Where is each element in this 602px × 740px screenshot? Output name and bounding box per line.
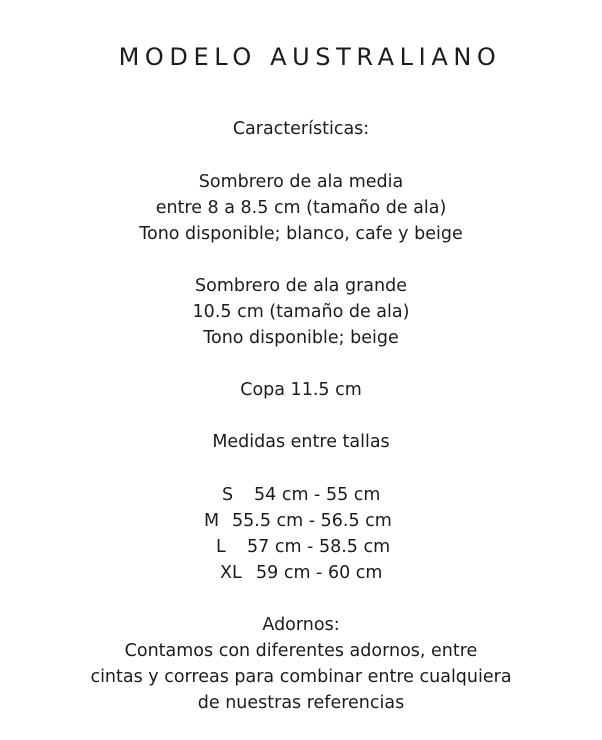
large-brim-colors: Tono disponible; beige	[203, 328, 399, 348]
characteristics-heading: Características:	[232, 119, 370, 139]
size-code: XL	[220, 563, 242, 583]
medium-brim-title: Sombrero de ala media	[198, 172, 404, 192]
medium-brim-colors: Tono disponible; blanco, cafe y beige	[139, 224, 463, 244]
size-range: 55.5 cm - 56.5 cm	[232, 511, 392, 531]
size-code: M	[204, 511, 220, 531]
size-code: S	[222, 485, 234, 505]
large-brim-title: Sombrero de ala grande	[195, 276, 407, 296]
large-brim-size: 10.5 cm (tamaño de ala)	[192, 302, 410, 322]
size-code: L	[216, 537, 226, 557]
size-row-m	[204, 510, 392, 532]
page-title: MODELO AUSTRALIANO	[118, 43, 502, 71]
size-row-xl	[220, 562, 382, 584]
trims-heading: Adornos:	[262, 615, 340, 635]
crown-height: Copa 11.5 cm	[240, 380, 362, 400]
size-row-l	[216, 536, 390, 558]
size-range: 57 cm - 58.5 cm	[247, 537, 391, 557]
size-row-s	[222, 484, 380, 506]
size-range: 59 cm - 60 cm	[256, 563, 383, 583]
sizes-heading: Medidas entre tallas	[212, 432, 390, 452]
trims-text-line-2: cintas y correas para combinar entre cualquiera	[90, 667, 512, 687]
trims-text-line-1: Contamos con diferentes adornos, entre	[124, 641, 478, 661]
size-range: 54 cm - 55 cm	[254, 485, 381, 505]
medium-brim-size: entre 8 a 8.5 cm (tamaño de ala)	[155, 198, 447, 218]
trims-text-line-3: de nuestras referencias	[197, 693, 405, 713]
